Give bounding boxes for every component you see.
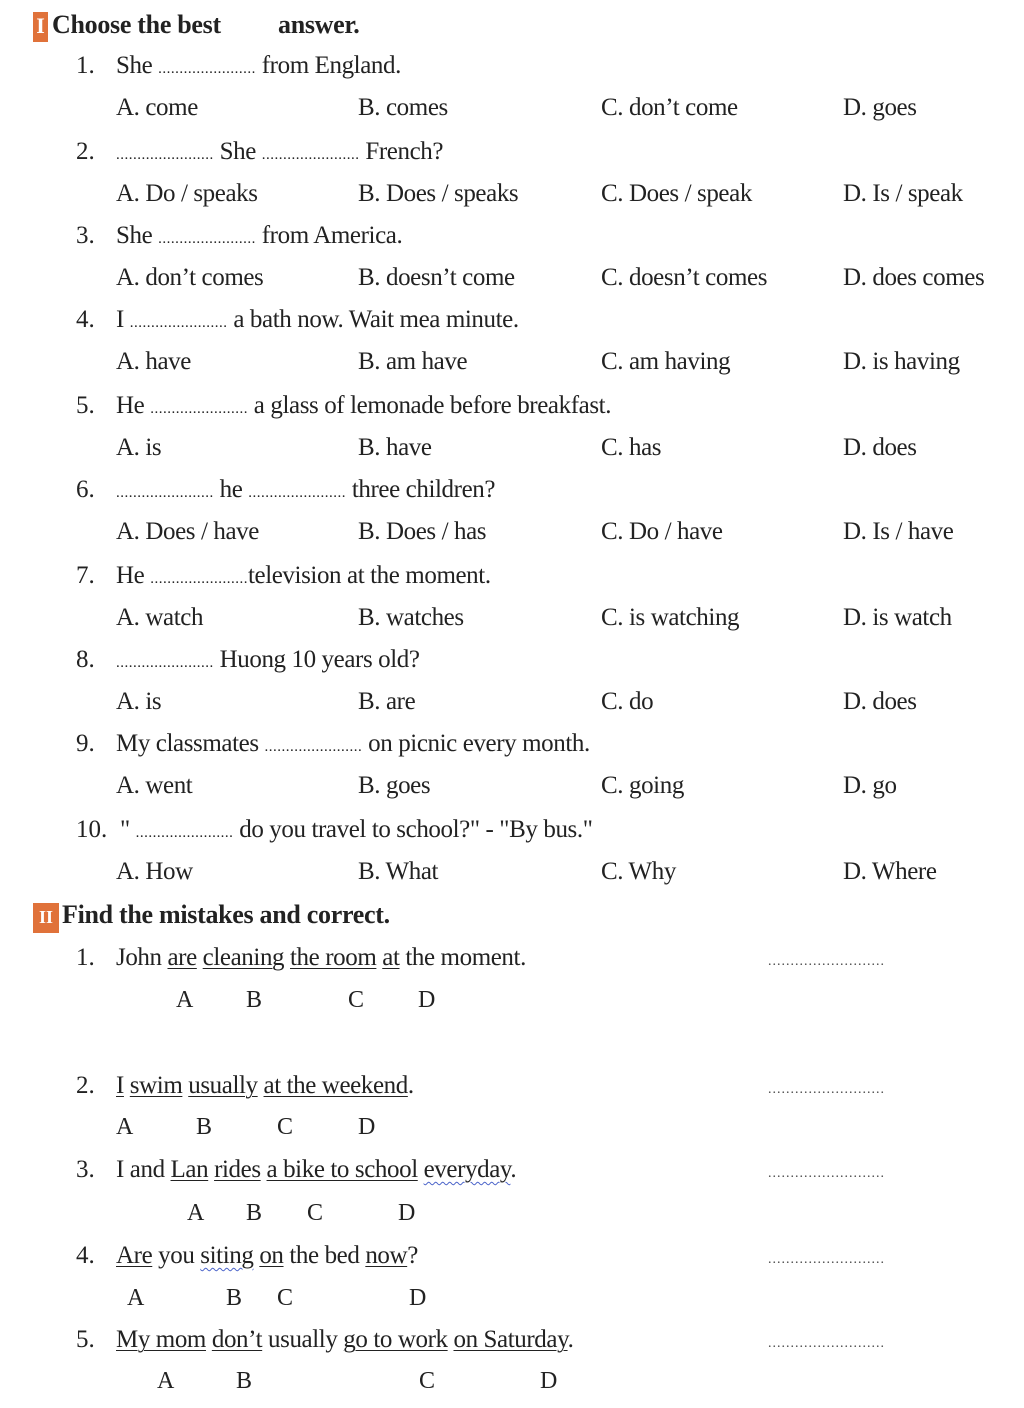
question-text-part: French? bbox=[359, 138, 444, 165]
item-number: 4. bbox=[76, 1242, 95, 1269]
choice-label-d[interactable]: D bbox=[540, 1368, 558, 1394]
option-b[interactable]: B. What bbox=[358, 858, 439, 885]
question-text-part: She bbox=[116, 222, 159, 249]
answer-blank: ....................... bbox=[116, 485, 214, 501]
question-text bbox=[116, 306, 519, 334]
question-text-part: on picnic every month. bbox=[362, 730, 590, 757]
item-number: 3. bbox=[76, 1156, 95, 1183]
item-number: 2. bbox=[76, 1072, 95, 1099]
sentence-part: . bbox=[567, 1326, 574, 1353]
option-b[interactable]: B. goes bbox=[358, 772, 431, 799]
option-d[interactable]: D. is watch bbox=[843, 604, 952, 631]
question-text-part: three children? bbox=[346, 476, 496, 503]
section-1-title-end: answer. bbox=[278, 10, 360, 39]
option-d[interactable]: D. does bbox=[843, 434, 917, 461]
underlined-part: go to work bbox=[343, 1326, 448, 1353]
question-text-part: do you travel to school?" - "By bus." bbox=[233, 816, 593, 843]
sentence-part: . bbox=[407, 1072, 414, 1099]
option-c[interactable]: C. am having bbox=[601, 348, 731, 375]
option-b[interactable]: B. comes bbox=[358, 94, 448, 121]
underlined-part: usually bbox=[188, 1072, 258, 1099]
question-text-part: from England. bbox=[255, 52, 401, 79]
question-text-part: a bath now. Wait mea minute. bbox=[227, 306, 519, 333]
choice-label-a[interactable]: A bbox=[116, 1114, 134, 1140]
mistake-sentence bbox=[116, 1242, 418, 1270]
question-text bbox=[116, 52, 401, 80]
option-d[interactable]: D. go bbox=[843, 772, 897, 799]
option-c[interactable]: C. going bbox=[601, 772, 684, 799]
answer-blank: ....................... bbox=[129, 315, 228, 331]
question-text-part: I bbox=[116, 306, 130, 333]
option-a[interactable]: A. Do / speaks bbox=[116, 180, 258, 207]
spelling-flagged-part: everyday bbox=[423, 1156, 511, 1183]
underlined-part: on bbox=[259, 1242, 284, 1269]
choice-label-d[interactable]: D bbox=[358, 1114, 376, 1140]
answer-line[interactable]: .......................... bbox=[768, 1336, 885, 1351]
choice-label-b[interactable]: B bbox=[246, 987, 263, 1013]
option-b[interactable]: B. watches bbox=[358, 604, 464, 631]
option-d[interactable]: D. Is / have bbox=[843, 518, 954, 545]
sentence-part: you bbox=[152, 1242, 201, 1269]
answer-line[interactable]: .......................... bbox=[768, 1166, 885, 1181]
choice-label-d[interactable]: D bbox=[418, 987, 436, 1013]
option-c[interactable]: C. Why bbox=[601, 858, 676, 885]
sentence-part: the moment. bbox=[399, 944, 526, 971]
question-number: 2. bbox=[76, 138, 95, 165]
option-a[interactable]: A. is bbox=[116, 688, 162, 715]
choice-label-b[interactable]: B bbox=[236, 1368, 253, 1394]
sentence-part: . bbox=[510, 1156, 517, 1183]
option-a[interactable]: A. Does / have bbox=[116, 518, 259, 545]
option-a[interactable]: A. have bbox=[116, 348, 191, 375]
option-d[interactable]: D. Where bbox=[843, 858, 937, 885]
question-text-part: He bbox=[116, 392, 151, 419]
mistake-sentence bbox=[116, 1326, 573, 1354]
question-text bbox=[120, 816, 593, 844]
underlined-part: don’t bbox=[211, 1326, 263, 1353]
option-a[interactable]: A. went bbox=[116, 772, 193, 799]
option-d[interactable]: D. does comes bbox=[843, 264, 985, 291]
question-number: 7. bbox=[76, 562, 95, 589]
underlined-part: at the weekend bbox=[263, 1072, 408, 1099]
option-c[interactable]: C. Does / speak bbox=[601, 180, 752, 207]
underlined-part: the room bbox=[290, 944, 377, 971]
option-d[interactable]: D. goes bbox=[843, 94, 917, 121]
choice-label-d[interactable]: D bbox=[398, 1200, 416, 1226]
option-c[interactable]: C. do bbox=[601, 688, 654, 715]
option-b[interactable]: B. Does / has bbox=[358, 518, 487, 545]
section-2-title: Find the mistakes and correct. bbox=[62, 900, 390, 929]
question-text bbox=[116, 562, 491, 590]
underlined-part: My mom bbox=[116, 1326, 206, 1353]
answer-blank: ....................... bbox=[150, 571, 248, 587]
question-text-part: from America. bbox=[255, 222, 403, 249]
option-d[interactable]: D. does bbox=[843, 688, 917, 715]
question-number: 3. bbox=[76, 222, 95, 249]
question-text bbox=[116, 222, 402, 250]
choice-label-a[interactable]: A bbox=[187, 1200, 205, 1226]
option-b[interactable]: B. doesn’t come bbox=[358, 264, 515, 291]
question-text bbox=[116, 646, 420, 674]
choice-label-c[interactable]: C bbox=[307, 1200, 324, 1226]
question-number: 8. bbox=[76, 646, 95, 673]
choice-label-a[interactable]: A bbox=[157, 1368, 175, 1394]
choice-label-c[interactable]: C bbox=[277, 1285, 294, 1311]
question-text-part: he bbox=[213, 476, 249, 503]
question-text-part: She bbox=[116, 52, 159, 79]
sentence-part: I and bbox=[116, 1156, 171, 1183]
choice-label-c[interactable]: C bbox=[419, 1368, 436, 1394]
option-b[interactable]: B. are bbox=[358, 688, 416, 715]
choice-label-b[interactable]: B bbox=[196, 1114, 213, 1140]
option-c[interactable]: C. Do / have bbox=[601, 518, 723, 545]
underlined-part: I bbox=[116, 1072, 124, 1099]
underlined-part: Lan bbox=[170, 1156, 209, 1183]
choice-label-d[interactable]: D bbox=[409, 1285, 427, 1311]
underlined-part: rides bbox=[214, 1156, 261, 1183]
mistake-sentence bbox=[116, 1072, 414, 1100]
choice-label-b[interactable]: B bbox=[226, 1285, 243, 1311]
answer-blank: ....................... bbox=[158, 231, 256, 247]
answer-blank: ....................... bbox=[261, 147, 360, 163]
option-c[interactable]: C. don’t come bbox=[601, 94, 738, 121]
choice-label-c[interactable]: C bbox=[277, 1114, 294, 1140]
question-text bbox=[116, 730, 590, 758]
item-number: 1. bbox=[76, 944, 95, 971]
question-text bbox=[116, 138, 443, 166]
answer-blank: ....................... bbox=[248, 485, 346, 501]
underlined-part: swim bbox=[129, 1072, 183, 1099]
option-c[interactable]: C. has bbox=[601, 434, 662, 461]
option-a[interactable]: A. don’t comes bbox=[116, 264, 264, 291]
choice-label-a[interactable]: A bbox=[176, 987, 194, 1013]
sentence-part: usually bbox=[262, 1326, 344, 1353]
option-a[interactable]: A. How bbox=[116, 858, 193, 885]
answer-blank: ....................... bbox=[135, 825, 234, 841]
question-text-part: television at the moment. bbox=[247, 562, 491, 589]
question-text-part: " bbox=[120, 816, 136, 843]
answer-blank: ....................... bbox=[264, 739, 363, 755]
option-d[interactable]: D. Is / speak bbox=[843, 180, 963, 207]
spelling-flagged-part: siting bbox=[200, 1242, 254, 1269]
underlined-part: now bbox=[365, 1242, 408, 1269]
question-text bbox=[116, 392, 611, 420]
underlined-part: on Saturday bbox=[453, 1326, 568, 1353]
question-number: 10. bbox=[76, 816, 108, 843]
underlined-part: Are bbox=[116, 1242, 153, 1269]
option-a[interactable]: A. is bbox=[116, 434, 162, 461]
underlined-part: cleaning bbox=[202, 944, 285, 971]
option-c[interactable]: C. doesn’t comes bbox=[601, 264, 768, 291]
item-number: 5. bbox=[76, 1326, 95, 1353]
sentence-part: the bed bbox=[283, 1242, 366, 1269]
choice-label-c[interactable]: C bbox=[348, 987, 365, 1013]
answer-line[interactable]: .......................... bbox=[768, 954, 885, 969]
mistake-sentence bbox=[116, 1156, 516, 1184]
answer-line[interactable]: .......................... bbox=[768, 1252, 885, 1267]
answer-blank: ....................... bbox=[116, 147, 214, 163]
question-text-part: My classmates bbox=[116, 730, 265, 757]
underlined-part: a bike to school bbox=[266, 1156, 418, 1183]
underlined-part: are bbox=[167, 944, 197, 971]
question-text bbox=[116, 476, 495, 504]
question-number: 9. bbox=[76, 730, 95, 757]
question-number: 4. bbox=[76, 306, 95, 333]
answer-blank: ....................... bbox=[150, 401, 248, 417]
choice-label-a[interactable]: A bbox=[127, 1285, 145, 1311]
choice-label-b[interactable]: B bbox=[246, 1200, 263, 1226]
question-text-part: She bbox=[213, 138, 262, 165]
question-number: 5. bbox=[76, 392, 95, 419]
question-text-part: He bbox=[116, 562, 151, 589]
option-b[interactable]: B. Does / speaks bbox=[358, 180, 519, 207]
option-a[interactable]: A. come bbox=[116, 94, 198, 121]
section-2-marker: II bbox=[33, 903, 59, 933]
sentence-part: John bbox=[116, 944, 168, 971]
section-1-title: Choose the best bbox=[52, 10, 221, 39]
question-number: 1. bbox=[76, 52, 95, 79]
sentence-part: ? bbox=[407, 1242, 418, 1269]
option-c[interactable]: C. is watching bbox=[601, 604, 740, 631]
question-text-part: a glass of lemonade before breakfast. bbox=[247, 392, 612, 419]
answer-line[interactable]: .......................... bbox=[768, 1082, 885, 1097]
section-1-marker: I bbox=[33, 12, 48, 42]
answer-blank: ....................... bbox=[158, 61, 256, 77]
option-d[interactable]: D. is having bbox=[843, 348, 960, 375]
mistake-sentence bbox=[116, 944, 526, 972]
underlined-part: at bbox=[382, 944, 400, 971]
option-b[interactable]: B. have bbox=[358, 434, 432, 461]
option-a[interactable]: A. watch bbox=[116, 604, 204, 631]
question-number: 6. bbox=[76, 476, 95, 503]
question-text-part: Huong 10 years old? bbox=[213, 646, 420, 673]
option-b[interactable]: B. am have bbox=[358, 348, 468, 375]
answer-blank: ....................... bbox=[116, 655, 214, 671]
